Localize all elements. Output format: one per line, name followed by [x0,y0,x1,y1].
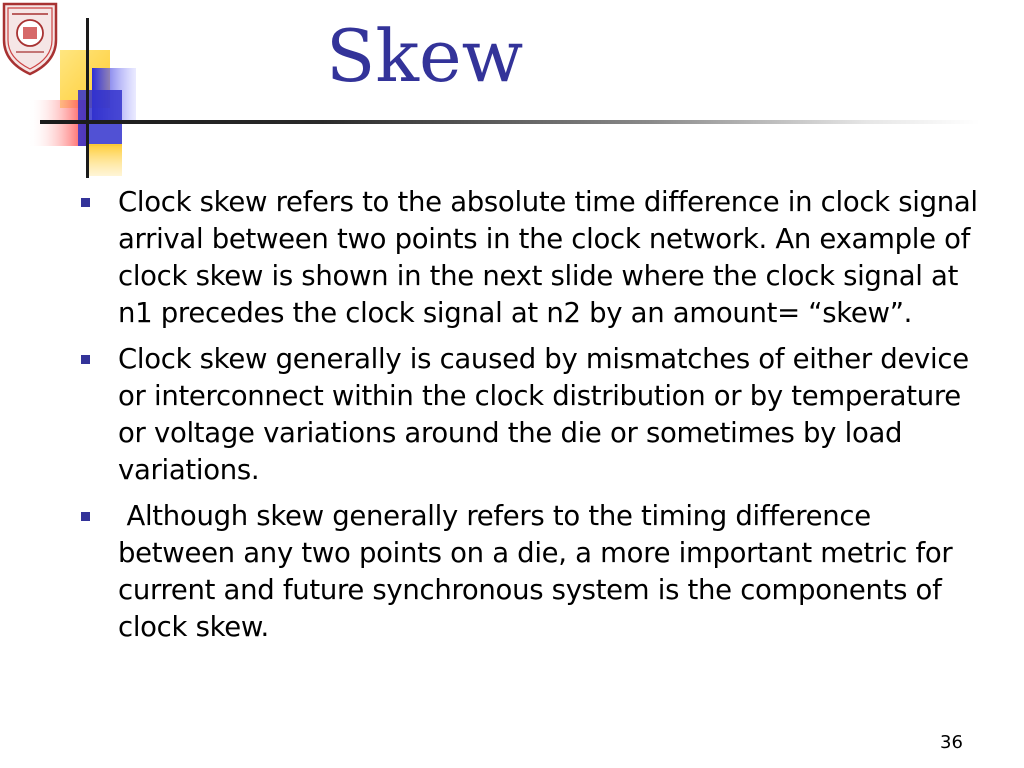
bullet-item [0,184,1024,332]
bullet-text: Clock skew generally is caused by mismatches of either device or interconnect within the clock distribution or by temperature or voltage variations around the die or sometimes by load variations. [118,343,978,486]
bullet-text: Although skew generally refers to the timing difference between any two points on a die, a more important metric for current and future synchronous system is the components of clock skew. [118,500,961,643]
bullet-list [0,184,1024,655]
bullet-item [0,498,1024,646]
square-bullet-icon [81,512,90,521]
title-underline [40,120,980,124]
decorative-squares [0,0,160,180]
slide-title: Skew [326,14,524,98]
page-number: 36 [940,732,963,753]
square-bullet-icon [81,198,90,207]
bullet-item [0,341,1024,489]
square-bullet-icon [81,355,90,364]
bullet-text: Clock skew refers to the absolute time difference in clock signal arrival between two points in the clock network. An example of clock skew is shown in the next slide where the clock signal at n1 precedes the clock signal at n2 by an amount= “skew”. [118,186,987,329]
